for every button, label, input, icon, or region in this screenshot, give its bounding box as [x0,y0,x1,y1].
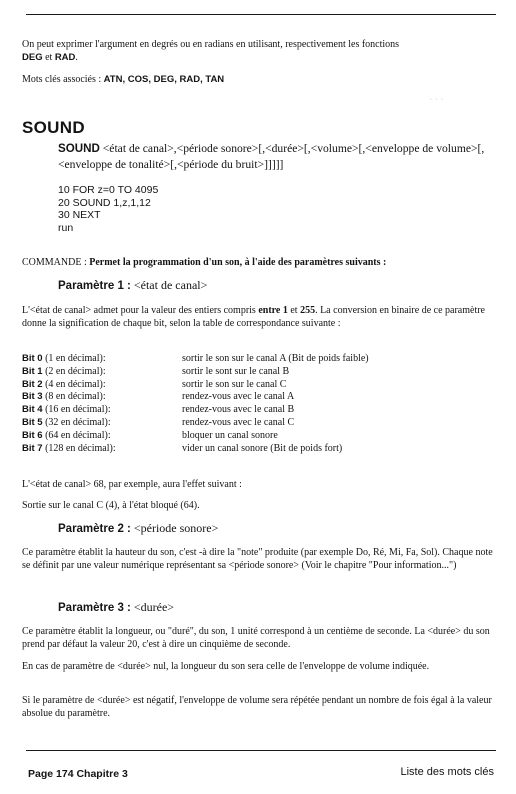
param2-description: Ce paramètre établit la hauteur du son, c'est -à dire la "note" produite (par exemple Do, Ré, Mi, Fa, Sol). Chaque note se définit par une valeur numérique représentant sa <période sonore> (Voir le chapitre "Pour information...") [22,547,493,572]
param2-label: Paramètre 2 : [58,523,131,535]
param1-value: <état de canal> [133,278,208,292]
bit-decimal: (16 en décimal): [42,404,111,416]
page-footer-left: Page 174 Chapitre 3 [28,768,128,780]
bit-name: Bit 4 [22,404,43,416]
command-label: COMMANDE : [22,257,90,268]
param3-description-3: Si le paramètre de <durée> est négatif, l'enveloppe de volume sera répétée pendant un nombre de fois égal à la valeur absolue du paramètre. [22,695,492,720]
bit-meaning: rendez-vous avec le canal C [182,416,295,428]
param1-desc-and: et [287,305,301,316]
param3-description-1: Ce paramètre établit la longueur, ou "duré", du son, 1 unité correspond à un centième de seconde. La <durée> du son prend par défaut la valeur 20, c'est à dire un cinquième de seconde. [22,626,490,651]
bit-row [22,379,369,392]
bit-meaning: bloquer un canal sonore [182,429,278,441]
bit-name: Bit 2 [22,378,43,390]
code-line: 20 SOUND 1,z,1,12 [58,196,151,209]
param1-desc-min: entre 1 [258,305,288,316]
syntax-keyword: SOUND [58,142,100,155]
bit-row [22,404,369,417]
bit-row [22,417,369,430]
bit-row [22,430,369,443]
command-text: Permet la programmation d'un son, à l'aide des paramètres suivants : [89,257,387,268]
param3-label: Paramètre 3 : [58,602,131,614]
bit-meaning: rendez-vous avec le canal A [182,391,295,403]
intro-paragraph [22,38,498,65]
bit-row [22,391,369,404]
param1-desc-max: 255 [300,305,316,316]
command-description [22,256,498,269]
bit-name: Bit 5 [22,416,43,428]
param1-description [22,304,498,331]
bit-table [22,353,369,455]
bit-meaning: sortir le sont sur le canal B [182,365,290,377]
intro-keyword-rad: RAD [54,52,76,64]
command-syntax [58,141,498,172]
param1-desc-rest: . La conversion en binaire de ce paramètre donne la signification de chaque bit, selon la table de correspondance suivante : [22,305,485,330]
intro-end: . [75,52,78,64]
bit-row [22,443,369,456]
bit-decimal: (64 en décimal): [42,429,111,441]
related-keywords [22,73,498,86]
bit-name: Bit 6 [22,429,43,441]
intro-connector: et [42,52,55,64]
page-footer-right: Liste des mots clés [400,766,494,778]
print-smudge: · · · [430,97,444,103]
bit-name: Bit 3 [22,391,43,403]
code-line: 10 FOR z=0 TO 4095 [58,184,159,196]
related-keywords-list: ATN, COS, DEG, RAD, TAN [103,74,225,85]
intro-keyword-deg: DEG [22,52,43,64]
bit-decimal: (4 en décimal): [42,378,106,390]
top-rule [26,14,496,15]
bit-name: Bit 1 [22,365,43,377]
example-text-2: Sortie sur le canal C (4), à l'état bloqué (64). [22,500,200,511]
code-line: run [58,221,74,234]
bit-name: Bit 7 [22,442,43,454]
bottom-rule [26,750,496,751]
bit-meaning: vider un canal sonore (Bit de poids fort) [182,442,343,454]
related-keywords-label: Mots clés associés : [22,74,104,85]
code-line: 30 NEXT [58,209,101,222]
param3-description-2: En cas de paramètre de <durée> nul, la longueur du son sera celle de l'enveloppe de volume indiquée. [22,661,430,672]
bit-meaning: sortir le son sur le canal C [182,378,287,390]
code-example [58,184,158,234]
bit-decimal: (32 en décimal): [42,416,111,428]
bit-row [22,353,369,366]
param2-value: <période sonore> [133,521,219,535]
param3-heading [58,600,174,615]
syntax-arguments: <état de canal>,<période sonore>[,<durée>[,<volume>[,<enveloppe de volume>[,<enveloppe de tonalité>[,<période du bruit>]]]]] [58,142,485,171]
intro-text: On peut exprimer l'argument en degrés ou en radians en utilisant, respectivement les fonctions [22,39,400,50]
bit-decimal: (128 en décimal): [42,442,116,454]
bit-row [22,366,369,379]
param1-label: Paramètre 1 : [58,280,131,292]
param2-heading [58,521,218,536]
bit-name: Bit 0 [22,353,43,364]
example-text-1: L'<état de canal> 68, par exemple, aura l'effet suivant : [22,479,242,490]
param1-desc-text: L'<état de canal> admet pour la valeur des entiers compris [22,305,259,316]
bit-meaning: sortir le son sur le canal A (Bit de poids faible) [182,353,369,364]
section-title: SOUND [22,118,85,137]
bit-meaning: rendez-vous avec le canal B [182,404,295,416]
param1-heading [58,278,207,293]
param3-value: <durée> [133,600,175,614]
bit-decimal: (8 en décimal): [42,391,106,403]
bit-decimal: (2 en décimal): [42,365,106,377]
bit-decimal: (1 en décimal): [42,353,106,364]
